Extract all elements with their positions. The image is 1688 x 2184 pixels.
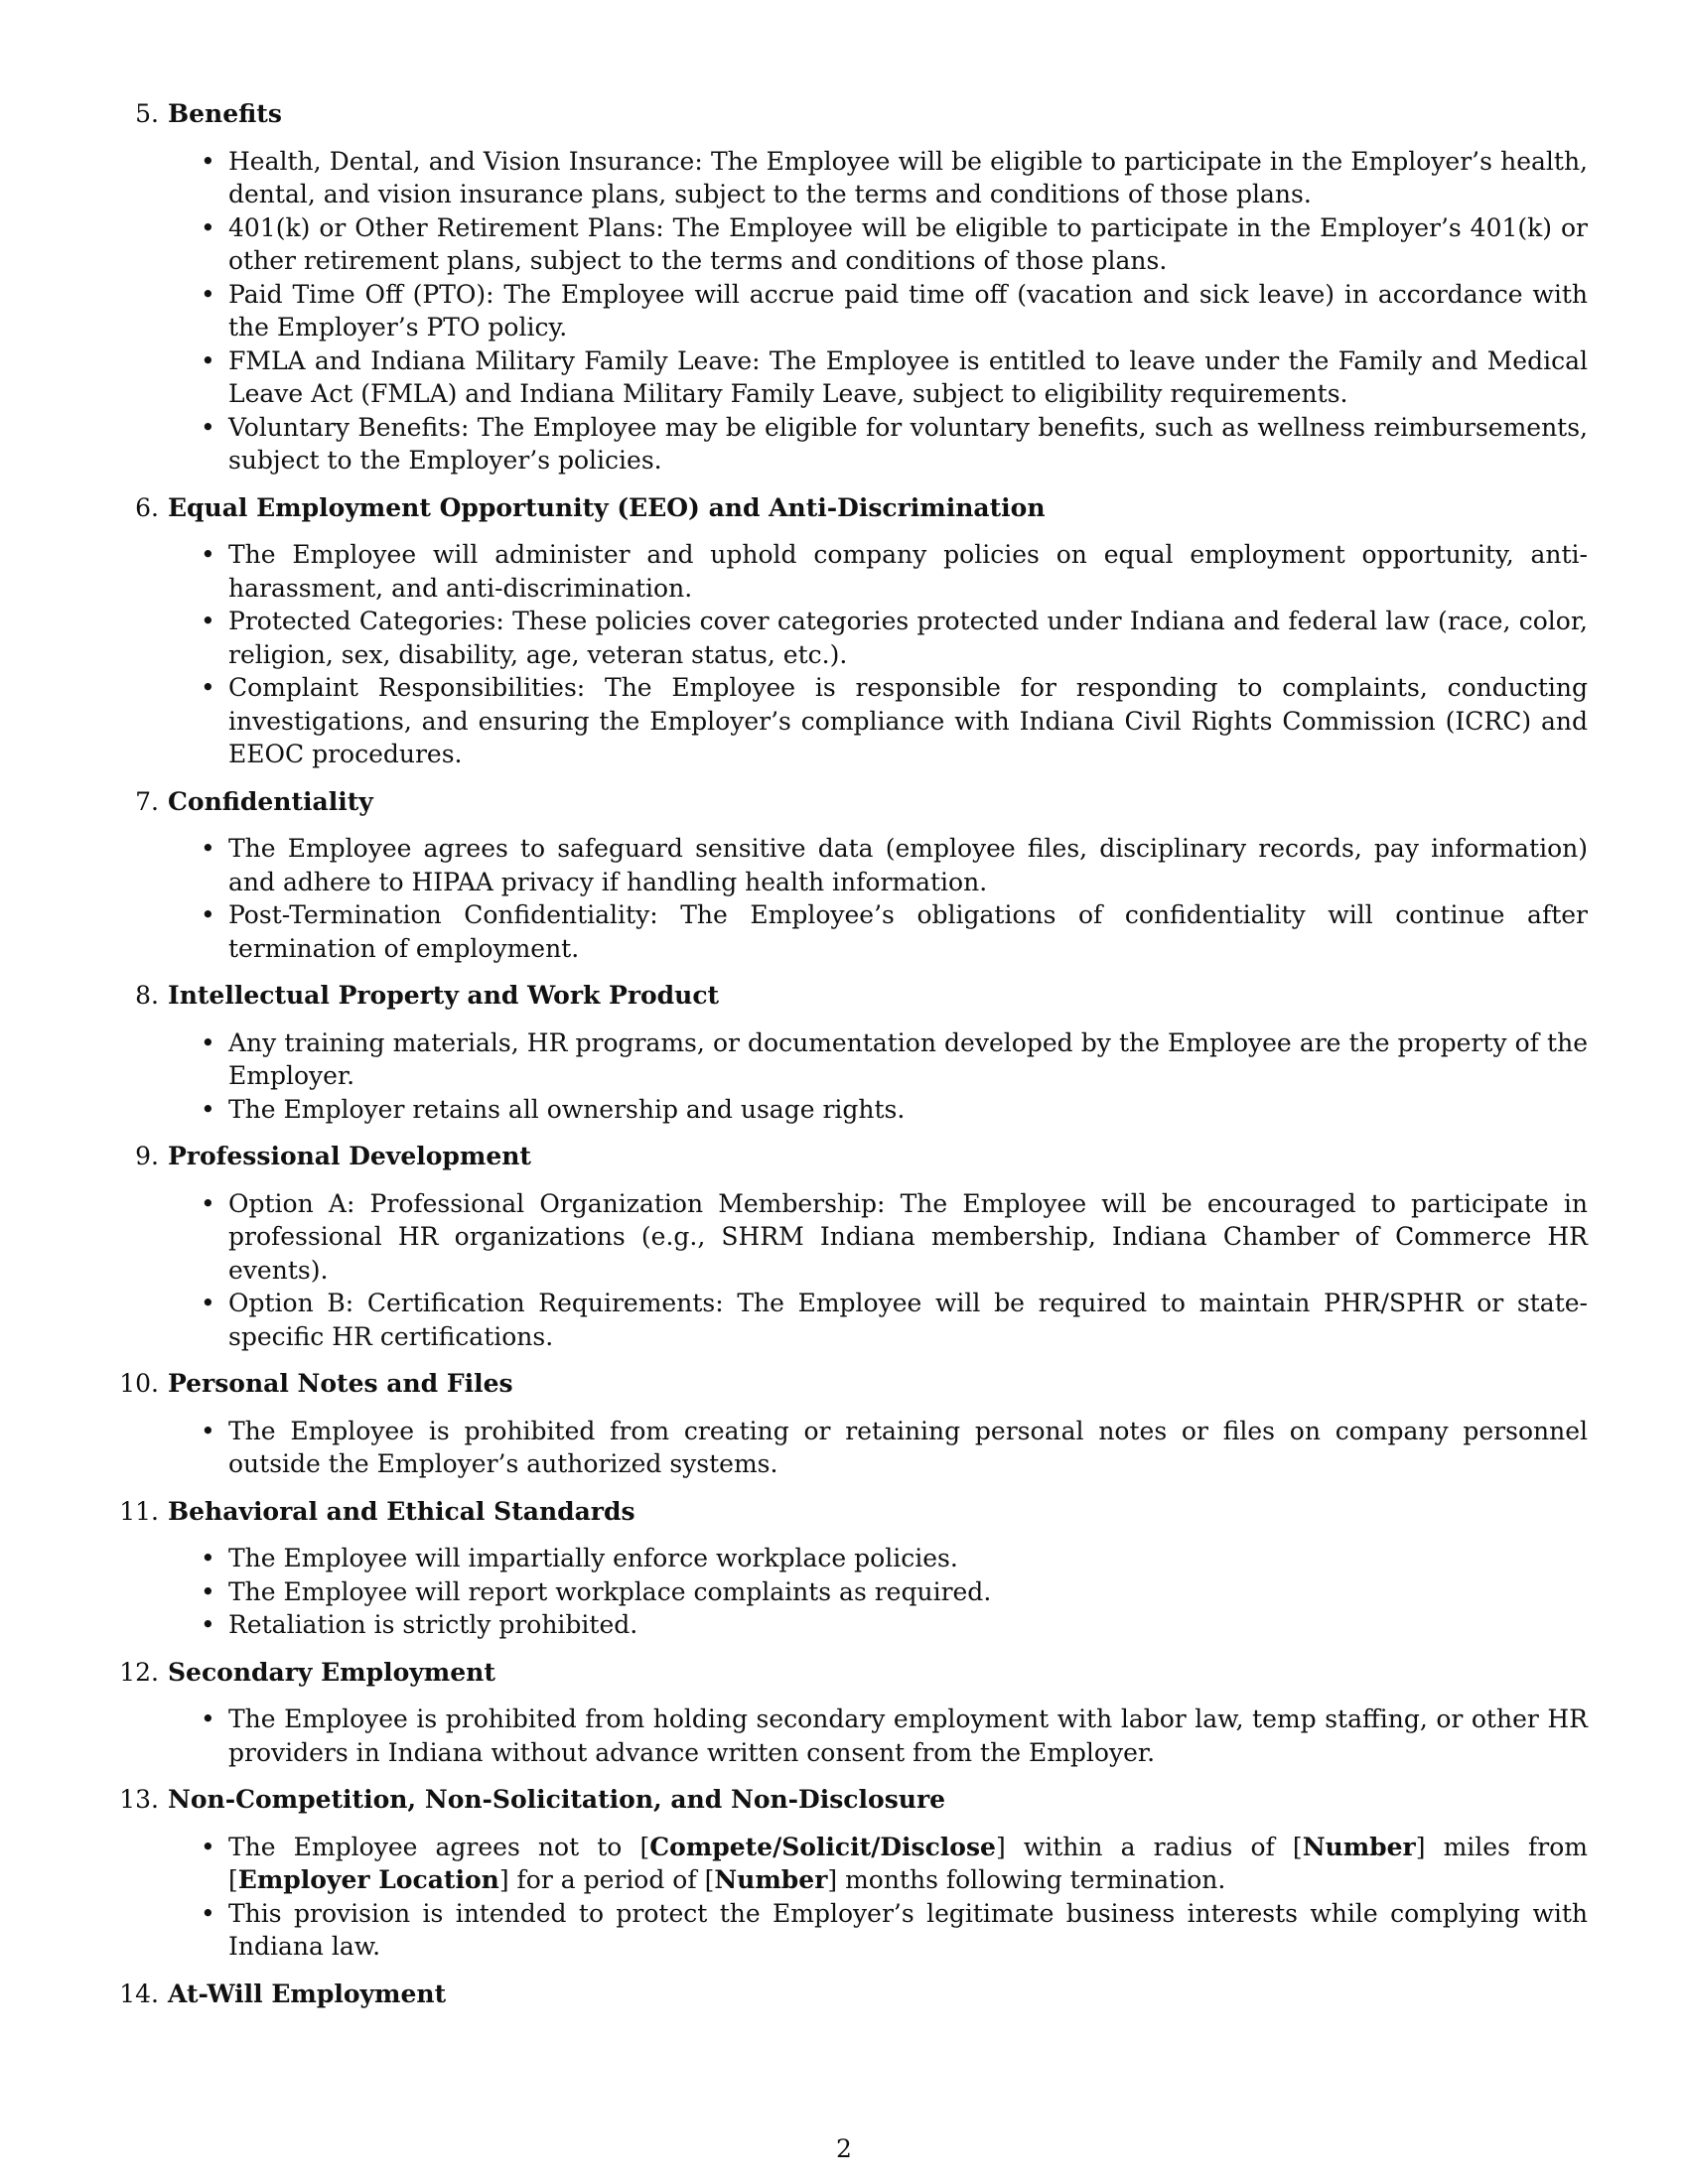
bullet-icon: • xyxy=(201,1027,215,1057)
list-item xyxy=(201,278,1588,344)
section-number: 5. xyxy=(135,99,159,128)
section-heading xyxy=(119,1978,1588,2011)
placeholder-number: Number xyxy=(1302,1832,1416,1861)
section-title: Professional Development xyxy=(168,1142,531,1170)
list-item-text: Option A: Professional Organization Membership: The Employee will be encouraged to participate in professional HR organizations (e.g., SHRM Indiana membership, Indiana Chamber of Commerce HR events). xyxy=(228,1188,1588,1285)
bullet-list xyxy=(168,1415,1588,1481)
section-heading xyxy=(135,97,1588,131)
bullet-list xyxy=(168,1831,1588,1964)
bullet-icon: • xyxy=(201,1188,215,1218)
list-item xyxy=(201,1026,1588,1093)
bullet-icon: • xyxy=(201,412,215,442)
noncompete-text: ] within a radius of [ xyxy=(995,1832,1303,1861)
section-number: 12. xyxy=(119,1657,159,1687)
list-item xyxy=(201,1575,1588,1609)
list-item-text: The Employee is prohibited from creating or retaining personal notes or files on company personnel outside the Employer’s authorized systems. xyxy=(228,1416,1588,1478)
section-title: Equal Employment Opportunity (EEO) and Anti-Discrimination xyxy=(168,492,1046,522)
section-professional-development xyxy=(135,1140,1588,1353)
section-title: Personal Notes and Files xyxy=(168,1369,513,1398)
bullet-list xyxy=(168,538,1588,771)
section-number: 6. xyxy=(135,492,159,522)
bullet-icon: • xyxy=(201,1832,215,1861)
bullet-icon: • xyxy=(201,1705,215,1733)
list-item-text: Retaliation is strictly prohibited. xyxy=(228,1610,638,1639)
list-item-text: Any training materials, HR programs, or documentation developed by the Employee are the property of the Employer. xyxy=(228,1027,1588,1090)
list-item xyxy=(201,605,1588,671)
section-title: Secondary Employment xyxy=(168,1657,495,1687)
section-title: Behavioral and Ethical Standards xyxy=(168,1496,635,1526)
list-item-text: Health, Dental, and Vision Insurance: The Employee will be eligible to participate in the Employer’s health, dental, and vision insurance plans, subject to the terms and conditions of those plans. xyxy=(228,146,1588,208)
section-number: 14. xyxy=(119,1979,159,2008)
bullet-icon: • xyxy=(201,1544,215,1572)
list-item-text: The Employee agrees to safeguard sensitive data (employee files, disciplinary records, pay information) and adhere to HIPAA privacy if handling health information. xyxy=(228,834,1588,896)
list-item xyxy=(201,898,1588,965)
list-item-text: The Employee will report workplace complaints as required. xyxy=(228,1576,992,1606)
bullet-icon: • xyxy=(201,900,215,929)
section-title: At-Will Employment xyxy=(168,1979,447,2008)
bullet-icon: • xyxy=(201,1610,215,1639)
noncompete-text: ] miles from [ xyxy=(228,1832,1589,1894)
list-item xyxy=(201,1703,1588,1769)
section-confidentiality xyxy=(135,785,1588,966)
list-item xyxy=(201,1608,1588,1642)
bullet-icon: • xyxy=(201,607,215,635)
list-item xyxy=(201,538,1588,605)
bullet-icon: • xyxy=(201,212,215,242)
section-number: 11. xyxy=(119,1496,159,1526)
section-number: 13. xyxy=(119,1785,159,1814)
list-item-text: This provision is intended to protect the Employer’s legitimate business interests while complying with Indiana law. xyxy=(228,1898,1588,1961)
list-item xyxy=(201,1093,1588,1127)
section-title: Confidentiality xyxy=(168,786,373,816)
list-item-text: The Employer retains all ownership and usage rights. xyxy=(228,1094,906,1124)
list-item xyxy=(201,1542,1588,1575)
section-behavioral-standards xyxy=(119,1495,1588,1642)
bullet-list xyxy=(168,1026,1588,1127)
placeholder-number: Number xyxy=(714,1865,828,1894)
placeholder-employer-location: Employer Location xyxy=(237,1865,499,1894)
section-heading xyxy=(119,1783,1588,1817)
list-item xyxy=(201,1897,1588,1964)
list-item-text xyxy=(228,1833,1588,1895)
bullet-list xyxy=(168,832,1588,965)
list-item xyxy=(201,1287,1588,1353)
section-heading xyxy=(119,1495,1588,1529)
section-number: 8. xyxy=(135,981,159,1010)
list-item-text: Voluntary Benefits: The Employee may be eligible for voluntary benefits, such as wellness reimbursements, subject to the Employer’s policies. xyxy=(228,412,1588,475)
bullet-list xyxy=(168,1703,1588,1769)
bullet-icon: • xyxy=(201,1094,215,1124)
bullet-list xyxy=(168,1542,1588,1642)
section-heading xyxy=(135,979,1588,1013)
bullet-icon: • xyxy=(201,1416,215,1445)
bullet-icon: • xyxy=(201,146,215,176)
section-heading xyxy=(119,1656,1588,1690)
section-heading xyxy=(135,491,1588,525)
section-at-will xyxy=(119,1978,1588,2011)
section-title: Intellectual Property and Work Product xyxy=(168,981,720,1010)
noncompete-text: ] months following termination. xyxy=(827,1865,1226,1894)
section-benefits xyxy=(135,97,1588,478)
bullet-icon: • xyxy=(201,345,215,375)
bullet-icon: • xyxy=(201,673,215,702)
section-title: Benefits xyxy=(168,99,282,128)
section-non-competition xyxy=(119,1783,1589,1964)
noncompete-text: ] for a period of [ xyxy=(498,1865,715,1894)
bullet-icon: • xyxy=(201,279,215,309)
bullet-icon: • xyxy=(201,1898,215,1928)
list-item-text: Option B: Certification Requirements: The Employee will be required to maintain PHR/SPHR or state-specific HR certifications. xyxy=(228,1289,1588,1351)
list-item-text: The Employee will administer and uphold company policies on equal employment opportunity, anti-harassment, and anti-discrimination. xyxy=(228,540,1588,603)
list-item-text: The Employee is prohibited from holding secondary employment with labor law, temp staffing, or other HR providers in Indiana without advance written consent from the Employer. xyxy=(228,1705,1588,1767)
list-item xyxy=(201,671,1588,771)
bullet-icon: • xyxy=(201,540,215,569)
noncompete-text: The Employee agrees not to [ xyxy=(228,1832,650,1861)
section-number: 9. xyxy=(135,1142,159,1170)
bullet-list xyxy=(168,1187,1588,1354)
section-personal-notes xyxy=(119,1367,1588,1481)
list-item-text: The Employee will impartially enforce workplace policies. xyxy=(228,1544,958,1572)
section-heading xyxy=(135,1140,1588,1173)
section-heading xyxy=(119,1367,1588,1401)
list-item-text: Paid Time Off (PTO): The Employee will accrue paid time off (vacation and sick leave) in accordance with the Employer’s PTO policy. xyxy=(228,279,1588,341)
list-item-text: 401(k) or Other Retirement Plans: The Employee will be eligible to participate in the Employer’s 401(k) or other retirement plans, subject to the terms and conditions of those plans. xyxy=(228,212,1588,275)
bullet-icon: • xyxy=(201,1576,215,1606)
section-eeo xyxy=(135,491,1588,771)
section-number: 7. xyxy=(135,786,159,816)
document-body xyxy=(119,97,1589,2024)
list-item-text: FMLA and Indiana Military Family Leave: The Employee is entitled to leave under the Family and Medical Leave Act (FMLA) and Indiana Military Family Leave, subject to eligibility requirements. xyxy=(228,345,1588,408)
list-item xyxy=(201,211,1588,278)
list-item xyxy=(201,344,1588,411)
placeholder-compete: Compete/Solicit/Disclose xyxy=(649,1832,996,1861)
section-intellectual-property xyxy=(135,979,1588,1126)
page-number: 2 xyxy=(836,2134,852,2163)
list-item-text: Protected Categories: These policies cover categories protected under Indiana and federal law (race, color, religion, sex, disability, age, veteran status, etc.). xyxy=(228,607,1588,669)
list-item xyxy=(201,1415,1588,1481)
bullet-icon: • xyxy=(201,834,215,863)
list-item xyxy=(201,1187,1588,1288)
section-number: 10. xyxy=(119,1369,159,1398)
section-secondary-employment xyxy=(119,1656,1588,1770)
list-item-text: Complaint Responsibilities: The Employee is responsible for responding to complaints, conducting investigations, and ensuring the Employer’s compliance with Indiana Civil Rights Commission (ICRC) and EEOC procedures. xyxy=(228,673,1588,768)
bullet-list xyxy=(168,145,1588,478)
list-item xyxy=(201,1831,1589,1897)
section-title: Non-Competition, Non-Solicitation, and Non-Disclosure xyxy=(168,1785,946,1814)
list-item xyxy=(201,832,1588,898)
bullet-icon: • xyxy=(201,1289,215,1317)
list-item-text: Post-Termination Confidentiality: The Employee’s obligations of confidentiality will continue after termination of employment. xyxy=(228,900,1588,963)
list-item xyxy=(201,411,1588,478)
section-heading xyxy=(135,785,1588,819)
list-item xyxy=(201,145,1588,211)
